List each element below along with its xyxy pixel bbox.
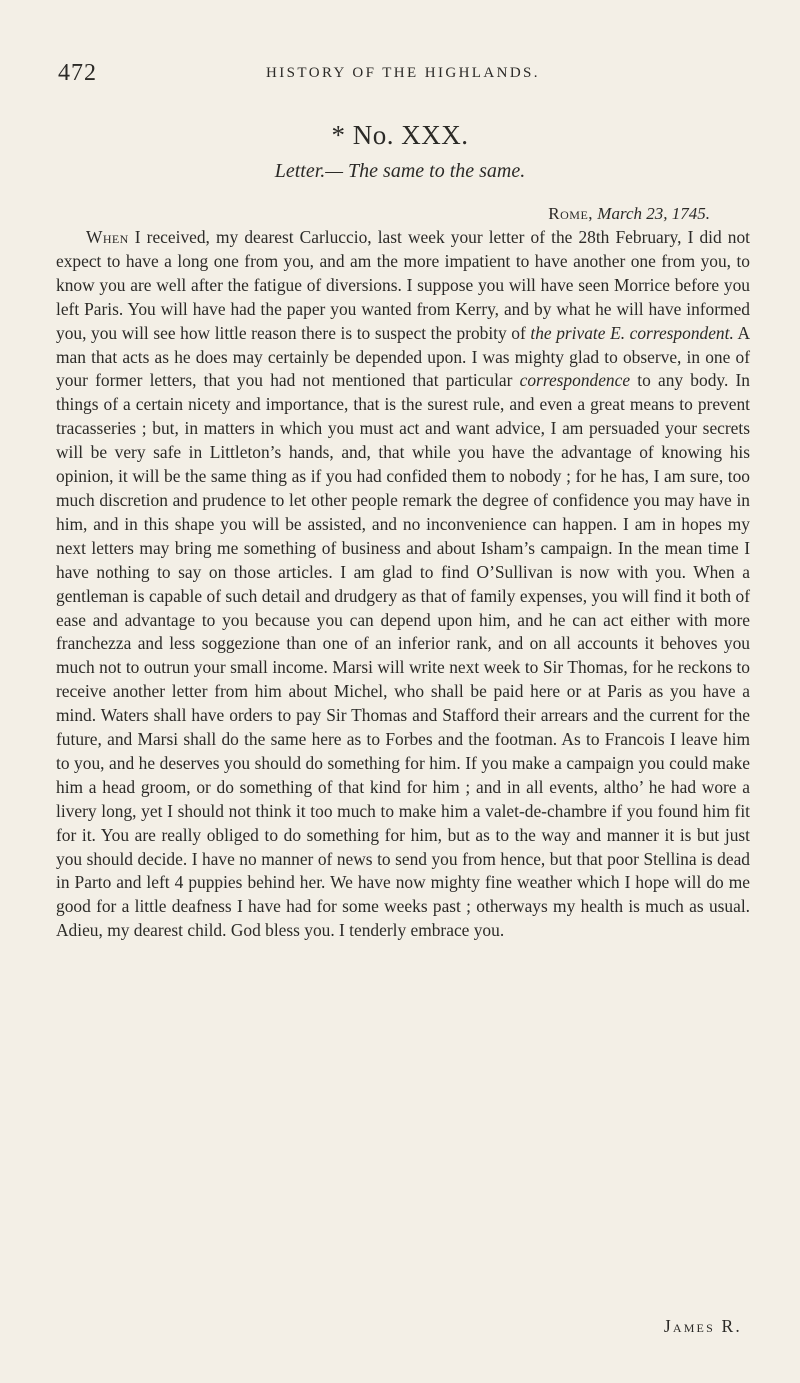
dateline-place: Rome, <box>548 204 594 223</box>
italic-phrase-2: correspondence <box>519 370 631 391</box>
body-text-part-2: A man that acts as he does may certainly be depended upon. I was mighty glad to observe, in one of your former letters, that you had not mentioned that particular <box>56 322 751 391</box>
dateline-date: March 23, 1745. <box>597 204 710 223</box>
letter-body <box>56 226 750 943</box>
body-paragraph <box>56 226 750 943</box>
letter-heading: Letter.— The same to the same. <box>274 160 526 182</box>
body-text-part-3: to any body. In things of a certain nicety and importance, that is the surest rule, and even a great means to prevent tracasseries ; but, in matters in which you must act and want advice, I am persuaded your secrets will be very safe in Littleton’s hands, and, that while you have the advantage of knowing his opinion, it will be the same thing as if you had confided them to nobody ; for he has, I am sure, too much discretion and prudence to let other people remark the degree of confidence you may have in him, and in this shape you will be assisted, and no inconvenience can happen. I am in hopes my next letters may bring me something of business and about Isham’s campaign. In the mean time I have nothing to say on those articles. I am glad to find O’Sullivan is now with you. When a gentleman is capable of such detail and drudgery as that of family expenses, you will find it both of ease and advantage to you because you can depend upon him, and he can act either with more franchezza and less soggezione than one of an inferior rank, and on all accounts it behoves you much not to outrun your small income. Marsi will write next week to Sir Thomas, for he reckons to receive another letter from him about Michel, who shall be paid here or at Paris as you have a mind. Waters shall have orders to pay Sir Thomas and Stafford their arrears and the current for the future, and Marsi shall do the same here as to Forbes and the footman. As to Francois I leave him to you, and he deserves you should do something for him. If you make a campaign you could make him a head groom, or do something of that kind for him ; and in all events, altho’ he had wore a livery long, yet I should not think it too much to make him a valet-de-chambre if you found him fit for it. You are really obliged to do something for him, but as to the way and manner it is but just you should decide. I have no manner of news to send you from hence, but that poor Stellina is dead in Parto and left 4 puppies behind her. We have now mighty fine weather which I hope will do me good for a little deafness I have had for some weeks past ; otherways my health is much as usual. Adieu, my dearest child. God bless you. I tenderly embrace you. <box>56 370 750 941</box>
running-head <box>58 60 748 90</box>
signature: James R. <box>663 1316 742 1336</box>
lead-in-word: When <box>86 227 129 247</box>
running-title: HISTORY OF THE HIGHLANDS. <box>266 65 540 81</box>
letter-number: * No. XXX. <box>331 120 469 150</box>
dateline <box>548 204 710 224</box>
page-number: 472 <box>58 60 97 86</box>
italic-phrase-1: the private E. correspondent. <box>530 322 734 343</box>
body-text-part-1: I received, my dearest Carluccio, last week your letter of the 28th February, I did not expect to have a long one from you, and am the more impatient to have another one from you, to know you are well after the fatigue of diversions. I suppose you will have seen Morrice before you left Paris. You will have had the paper you wanted from Kerry, and by what he will have informed you, you will see how little reason there is to suspect the probity of <box>56 227 750 343</box>
